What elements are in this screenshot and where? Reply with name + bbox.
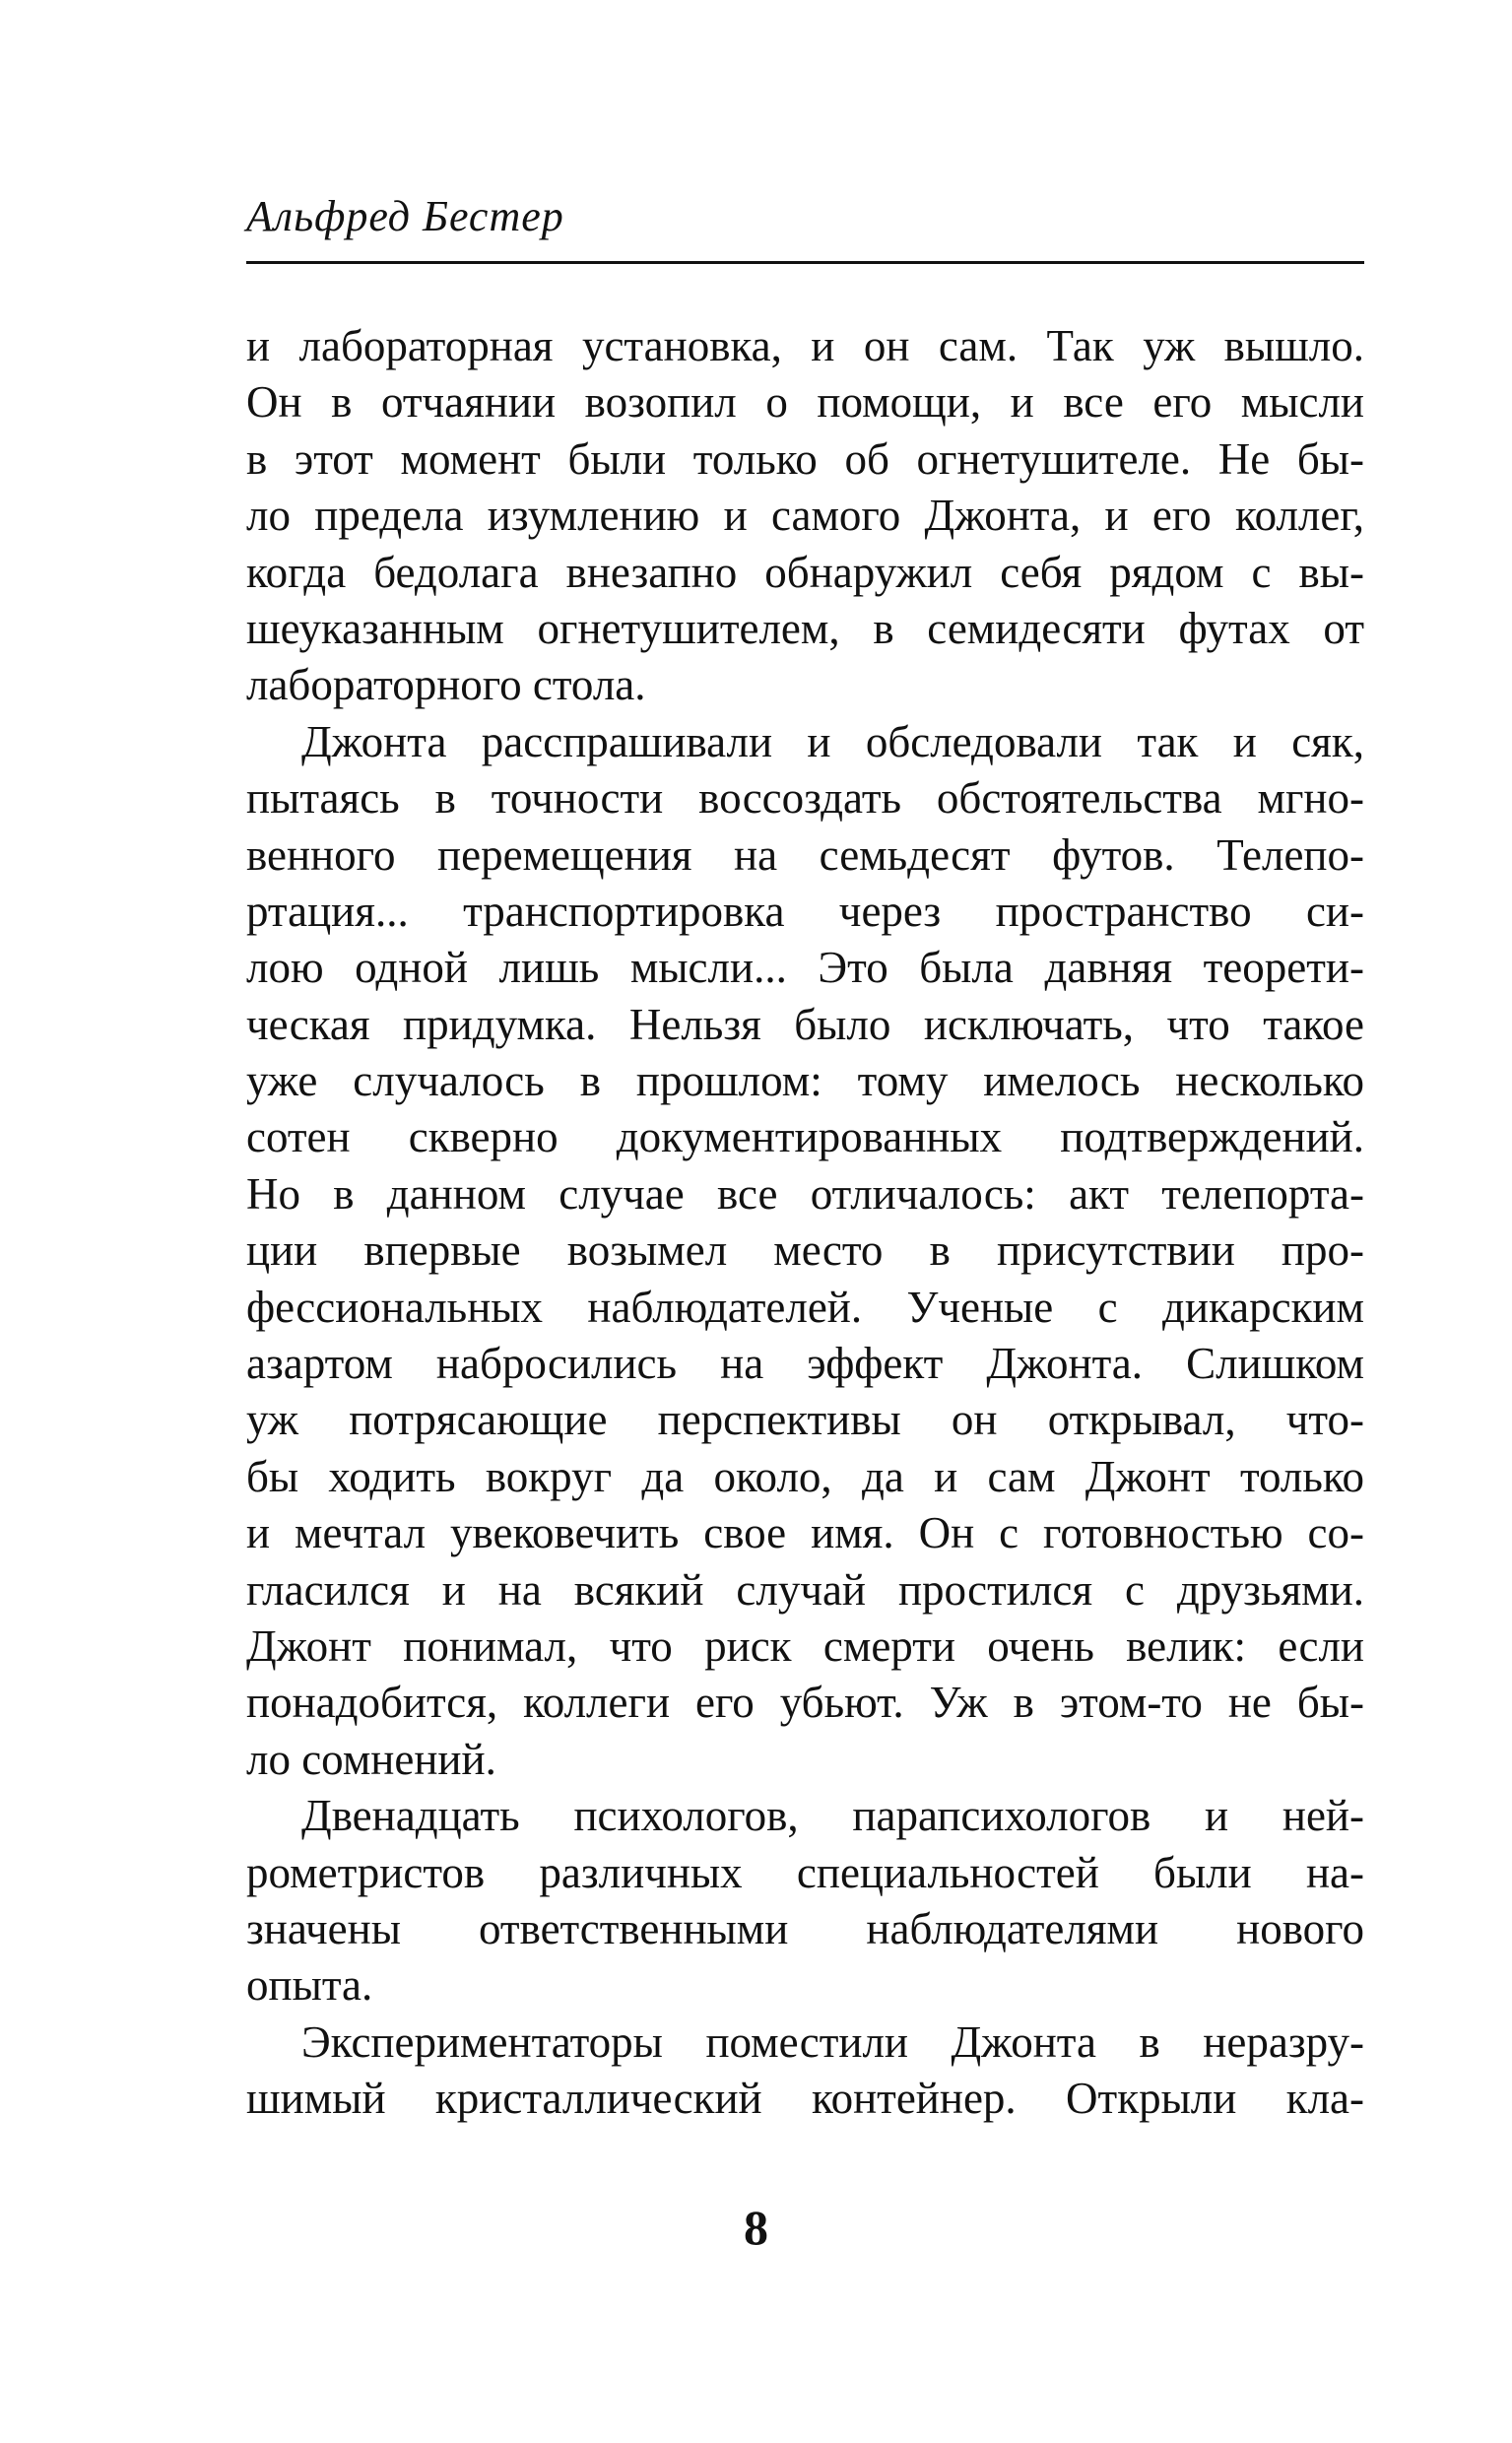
text-line: шеуказанным огнетушителем, в семидесяти футах от [246, 603, 1364, 653]
text-line: значены ответственными наблюдателями нового [246, 1903, 1364, 1953]
text-line: венного перемещения на семьдесят футов. Телепо- [246, 829, 1364, 880]
text-line: ло сомнений. [246, 1734, 496, 1784]
body-text [246, 318, 1364, 2128]
header-rule [246, 261, 1364, 264]
text-line: понадобится, коллеги его убьют. Уж в этом-то не бы- [246, 1678, 1364, 1728]
text-line: азартом набросились на эффект Джонта. Слишком [246, 1339, 1364, 1389]
paragraph [246, 1788, 1364, 2014]
text-line: ртация... транспортировка через пространство си- [246, 886, 1364, 936]
text-line: шимый кристаллический контейнер. Открыли кла- [246, 2074, 1364, 2124]
text-line: ческая придумка. Нельзя было исключать, что такое [246, 999, 1364, 1049]
text-line: и мечтал увековечить свое имя. Он с готовностью со- [246, 1508, 1364, 1558]
page-number: 8 [744, 2200, 768, 2255]
text-line: уж потрясающие перспективы он открывал, что- [246, 1395, 1364, 1445]
text-line: Но в данном случае все отличалось: акт телепорта- [246, 1168, 1364, 1219]
text-line: Он в отчаянии возопил о помощи, и все его мысли [246, 377, 1364, 428]
text-line: опыта. [246, 1960, 373, 2011]
text-line: сотен скверно документированных подтверждений. [246, 1112, 1364, 1162]
paragraph [246, 2014, 1364, 2128]
paragraph [246, 318, 1364, 714]
text-line: ции впервые возымел место в присутствии про- [246, 1225, 1364, 1276]
text-line: рометристов различных специальностей были на- [246, 1847, 1364, 1897]
text-line: пытаясь в точности воссоздать обстоятельства мгно- [246, 773, 1364, 824]
text-line: Экспериментаторы поместили Джонта в неразру- [301, 2016, 1364, 2067]
text-line: Джонт понимал, что риск смерти очень велик: если [246, 1620, 1364, 1671]
text-line: Двенадцать психологов, парапсихологов и ней- [301, 1791, 1364, 1841]
text-line: лою одной лишь мысли... Это была давняя теорети- [246, 943, 1364, 993]
text-line: лабораторного стола. [246, 660, 646, 710]
text-line: гласился и на всякий случай простился с друзьями. [246, 1564, 1364, 1615]
text-line: и лабораторная установка, и он сам. Так уж вышло. [246, 321, 1364, 370]
text-line: Джонта расспрашивали и обследовали так и сяк, [301, 716, 1364, 766]
text-line: уже случалось в прошлом: тому имелось несколько [246, 1056, 1364, 1106]
text-line: в этот момент были только об огнетушителе. Не бы- [246, 433, 1364, 484]
running-head-author: Альфред Бестер [246, 192, 564, 240]
text-line: бы ходить вокруг да около, да и сам Джонт только [246, 1451, 1364, 1501]
paragraph [246, 714, 1364, 1788]
text-line: ло предела изумлению и самого Джонта, и его коллег, [246, 491, 1364, 541]
text-line: когда бедолага внезапно обнаружил себя рядом с вы- [246, 547, 1364, 597]
text-line: фессиональных наблюдателей. Ученые с дикарским [246, 1282, 1364, 1332]
